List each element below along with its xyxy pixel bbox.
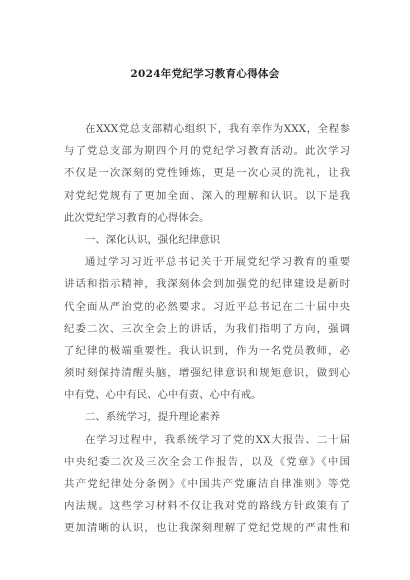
paragraph-line: 代全面从严治党的必然要求。习近平总书记在二十届中央 — [64, 300, 350, 313]
paragraph-line: 与了党总支部为期四个月的党纪学习教育活动。此次学习 — [64, 145, 350, 158]
paragraph-line: 共产党纪律处分条例》《中国共产党廉洁自律准则》等党 — [64, 478, 350, 490]
paragraph-line: 在XXX党总支部精心组织下，我有幸作为XXX，全程参 — [85, 123, 350, 135]
paragraph-line: 中有党、心中有民、心中有责、心中有戒。 — [64, 389, 262, 402]
paragraph-line: 内法规。这些学习材料不仅让我对党的路线方针政策有了 — [64, 500, 350, 513]
paragraph-line: 了纪律的极端重要性。我认识到，作为一名党员教师，必 — [64, 344, 350, 357]
paragraph-line: 不仅是一次深刻的党性锤炼，更是一次心灵的洗礼，让我 — [64, 167, 350, 180]
paragraph-line: 对党纪党规有了更加全面、深入的理解和认识。以下是我 — [64, 189, 350, 202]
paragraph-line: 通过学习习近平总书记关于开展党纪学习教育的重要 — [85, 256, 350, 269]
section-heading: 二、系统学习，提升理论素养 — [85, 411, 221, 424]
document-title: 2024年党纪学习教育心得体会 — [130, 68, 280, 80]
paragraph-line: 此次党纪学习教育的心得体会。 — [64, 211, 210, 224]
document-body — [64, 118, 350, 540]
paragraph-line: 在学习过程中，我系统学习了党的XX大报告、二十届 — [85, 433, 350, 446]
paragraph-line: 中央纪委二次及三次全会工作报告，以及《党章》《中国 — [64, 455, 350, 468]
paragraph-line: 讲话和指示精神，我深刻体会到加强党的纪律建设是新时 — [64, 278, 350, 291]
paragraph-line: 更加清晰的认识，也让我深刻理解了党纪党规的严肃性和 — [64, 522, 350, 535]
section-heading: 一、深化认识，强化纪律意识 — [85, 233, 221, 246]
paragraph-line: 须时刻保持清醒头脑，增强纪律意识和规矩意识，做到心 — [64, 367, 350, 380]
paragraph-line: 纪委二次、三次全会上的讲话，为我们指明了方向，强调 — [64, 322, 350, 335]
